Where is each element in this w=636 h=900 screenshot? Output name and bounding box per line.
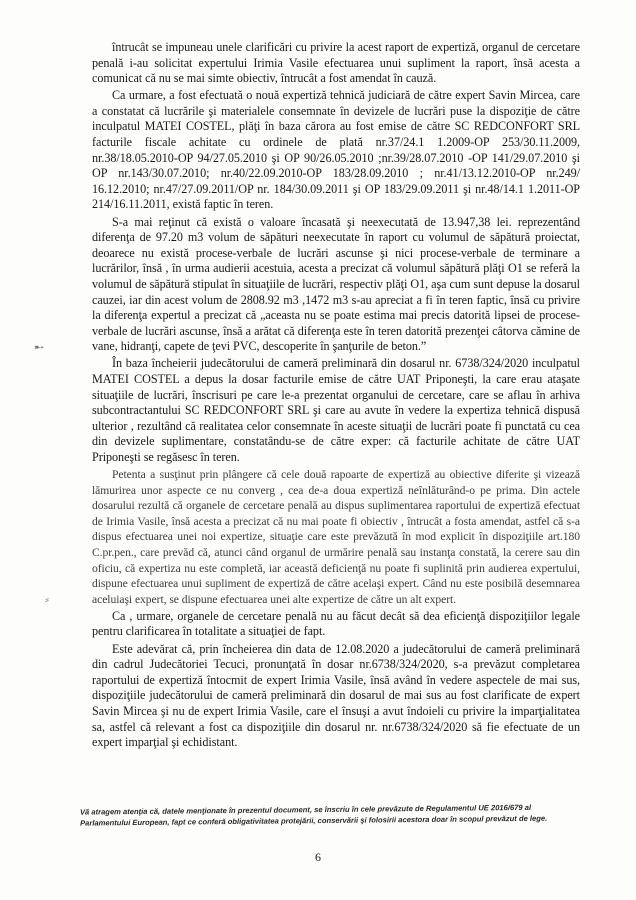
document-body — [92, 40, 580, 752]
paragraph-new-expertise: Ca urmare, a fost efectuată o nouă expertiză tehnică judiciară de către expert Savin Mircea, care a constatat că lucrările şi materialele consemnate în devizele de lucrări puse la dispoziţie de către inculpatul MATEI COSTEL, plăţi în baza cărora au fost emise de către SC REDCONFORT SRL facturile fiscale achitate cu ordinele de plată nr.37/24.1 1.2009-OP 253/30.11.2009, nr.38/18.05.2010-OP 94/27.05.2010 şi OP 90/26.05.2010 ;nr.39/28.07.2010 -OP 141/29.07.2010 şi OP nr.143/30.07.2010; nr.40/22.09.2010-OP 183/28.09.2010 ; nr.41/13.12.2010-OP nr.249/ 16.12.2010; nr.47/27.09.2011/OP nr. 184/30.09.2011 şi OP 183/29.09.2011 şi nr.48/14.1 1.2011-OP 214/16.11.2011, există faptic în teren. — [92, 88, 580, 212]
paragraph-petitioner-claim: Petenta a susţinut prin plângere că cele două rapoarte de expertiză au obiective diferite şi vizează lămurirea unor aspecte ce nu converg , cea de-a doua expertiză neînlăturând-o pe prima. Din actele dosarului rezultă că organele de cercetare penală au dispus suplimentarea raportului de expertiză efectuat de Irimia Vasile, însă acesta a precizat că nu mai poate fi obiectiv , întrucât a fosta amendat, astfel că s-a dispus efectuarea unei noi expertize, situaţie care este prevăzută în mod explicit în dispoziţiile art.180 C.pr.pen., care prevăd că, atunci când organul de urmărire penală sau instanţa constată, la cerere sau din oficiu, că expertiza nu este completă, iar această deficienţă nu poate fi suplinită prin audierea expertului, dispune efectuarea unui supliment de expertiză de către acelaşi expert. Când nu este posibilă desemnarea aceluiaşi expert, se dispune efectuarea unei alte expertize de către un alt expert. — [92, 468, 580, 606]
paragraph-court-decision: Este adevărat că, prin încheierea din data de 12.08.2020 a judecătorului de cameră preliminară din cadrul Judecătoriei Tecuci, pronunţată în dosar nr.6738/324/2020, s-a prevăzut completarea raportului de expertiză întocmit de expert Irimia Vasile, însă având în vedere aspectele de mai sus, dispoziţiile judecătorului de cameră preliminară din dosarul de mai sus au fost clarificate de expert Savin Mircea şi nu de expert Irimia Vasile, care el însuşi a avut îndoieli cu privire la imparţialitatea sa, astfel că relevant a fost ca dispoziţiile din dosarul nr. nr.6738/324/2020 să fie efectuate de un expert imparţial şi echidistant. — [92, 641, 580, 750]
margin-mark: ➸ — [34, 340, 45, 354]
paragraph-conclusion: Ca , urmare, organele de cercetare penală nu au făcut decât să dea eficienţă dispoziţiilor legale pentru clarificarea în totalitate a situaţiei de fapt. — [92, 608, 580, 639]
paragraph-expert-clarification: întrucât se impuneau unele clarificări cu privire la acest raport de expertiză, organul de cercetare penală i-au solicitat expertului Irimia Vasile efectuarea unui supliment la raport, însă acesta a comunicat că nu se mai simte obiectiv, întrucât a fost amendat în cauză. — [92, 40, 580, 86]
page-number: 6 — [315, 850, 321, 864]
gdpr-notice: Vă atragem atenţia că, datele menţionate în prezentul document, se înscriu în cele prevăzute de Regulamentul UE 2016/679 al Parlamentului European, fapt ce conferă obligativitatea protejării, conservării şi folosirii acestora doar în scopul prevăzut de lege. — [79, 802, 548, 828]
paragraph-unexecuted-value: S-a mai reţinut că există o valoare încasată şi neexecutată de 13.947,38 lei. reprezentând diferenţa de 97.20 m3 volum de săpături neexecutate în raport cu volumul de săpătură proiectat, deoarece nu există procese-verbale de lucrări ascunse şi nici procese-verbale de terminare a lucrărilor, însă , în urma audierii acestuia, acesta a precizat că volumul săpătură plăţi O1 se referă la volumul de săpătură stipulat în situaţiile de lucrări, respectiv plăţi O1, aşa cum sunt depuse la dosarul cauzei, iar din acest volum de 2808.92 m3 ,1472 m3 s-au apreciat a fi în teren faptic, însă cu privire la diferenţa expertul a precizat că „aceasta nu se poate estima mai precis datorită lipsei de procese-verbale de lucrări ascunse, însă a arătat că diferenţa este în teren datorită prezenţei câtorva cămine de vane, hidranţi, capete de ţevi PVC, descoperite în şanţurile de beton.” — [92, 214, 580, 354]
paragraph-preliminary-chamber: În baza încheierii judecătorului de cameră preliminară din dosarul nr. 6738/324/2020 inculpatul MATEI COSTEL a depus la dosar facturile emise de către UAT Priponeşti, la care erau ataşate situaţiile de lucrări, înscrisuri pe care le-a prezentat organului de cercetare, care se aflau în arhiva subcontractantului SC REDCONFORT SRL şi care au avute în vedere la expertiza tehnică dispusă ulterior , rezultând că realitatea celor consemnate în aceste situaţii de lucrări poate fi punctată cu cea din devizele suplimentare, constatându-se de către exper: că facturile achitate de către UAT Priponeşti se regăsesc în teren. — [92, 356, 580, 464]
margin-mark: ⸗ — [45, 592, 49, 606]
